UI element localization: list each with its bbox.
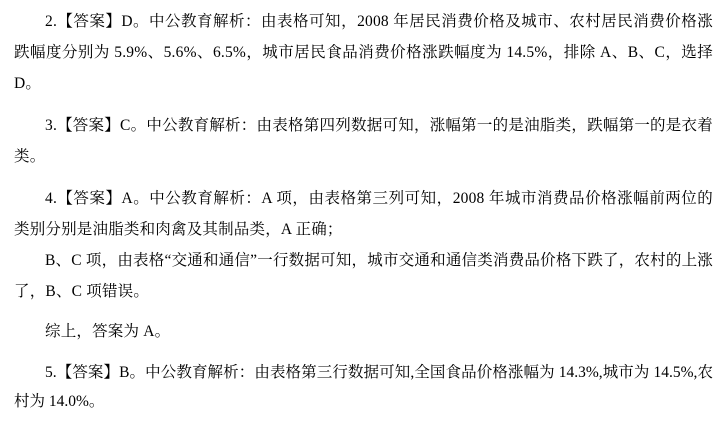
- answer-paragraph-4b: B、C 项，由表格“交通和通信”一行数据可知，城市交通和通信类消费品价格下跌了，农村的上涨了，B、C 项错误。: [14, 252, 713, 300]
- answer-paragraph-4c: 综上，答案为 A。: [45, 323, 171, 340]
- paragraph-spacer: [14, 347, 713, 358]
- answer-paragraph-4a: 4.【答案】A。中公教育解析：A 项，由表格第三列可知，2008 年城市消费品价格涨幅前两位的类别分别是油脂类和肉禽及其制品类，A 正确；: [14, 190, 713, 238]
- paragraph-spacer: [14, 99, 713, 110]
- answer-paragraph-3: 3.【答案】C。中公教育解析：由表格第四列数据可知，涨幅第一的是油脂类，跌幅第一的是衣着类。: [14, 117, 713, 165]
- paragraph-spacer: [14, 172, 713, 183]
- paragraph-spacer: [14, 307, 713, 316]
- answer-paragraph-2: 2.【答案】D。中公教育解析：由表格可知，2008 年居民消费价格及城市、农村居民消费价格涨跌幅度分别为 5.9%、5.6%、6.5%，城市居民食品消费价格涨跌幅度为 14.5%，排除 A、B、C，选择 D。: [14, 13, 713, 92]
- answer-paragraph-5: 5.【答案】B。中公教育解析：由表格第三行数据可知,全国食品价格涨幅为 14.3%,城市为 14.5%,农村为 14.0%。: [14, 364, 713, 410]
